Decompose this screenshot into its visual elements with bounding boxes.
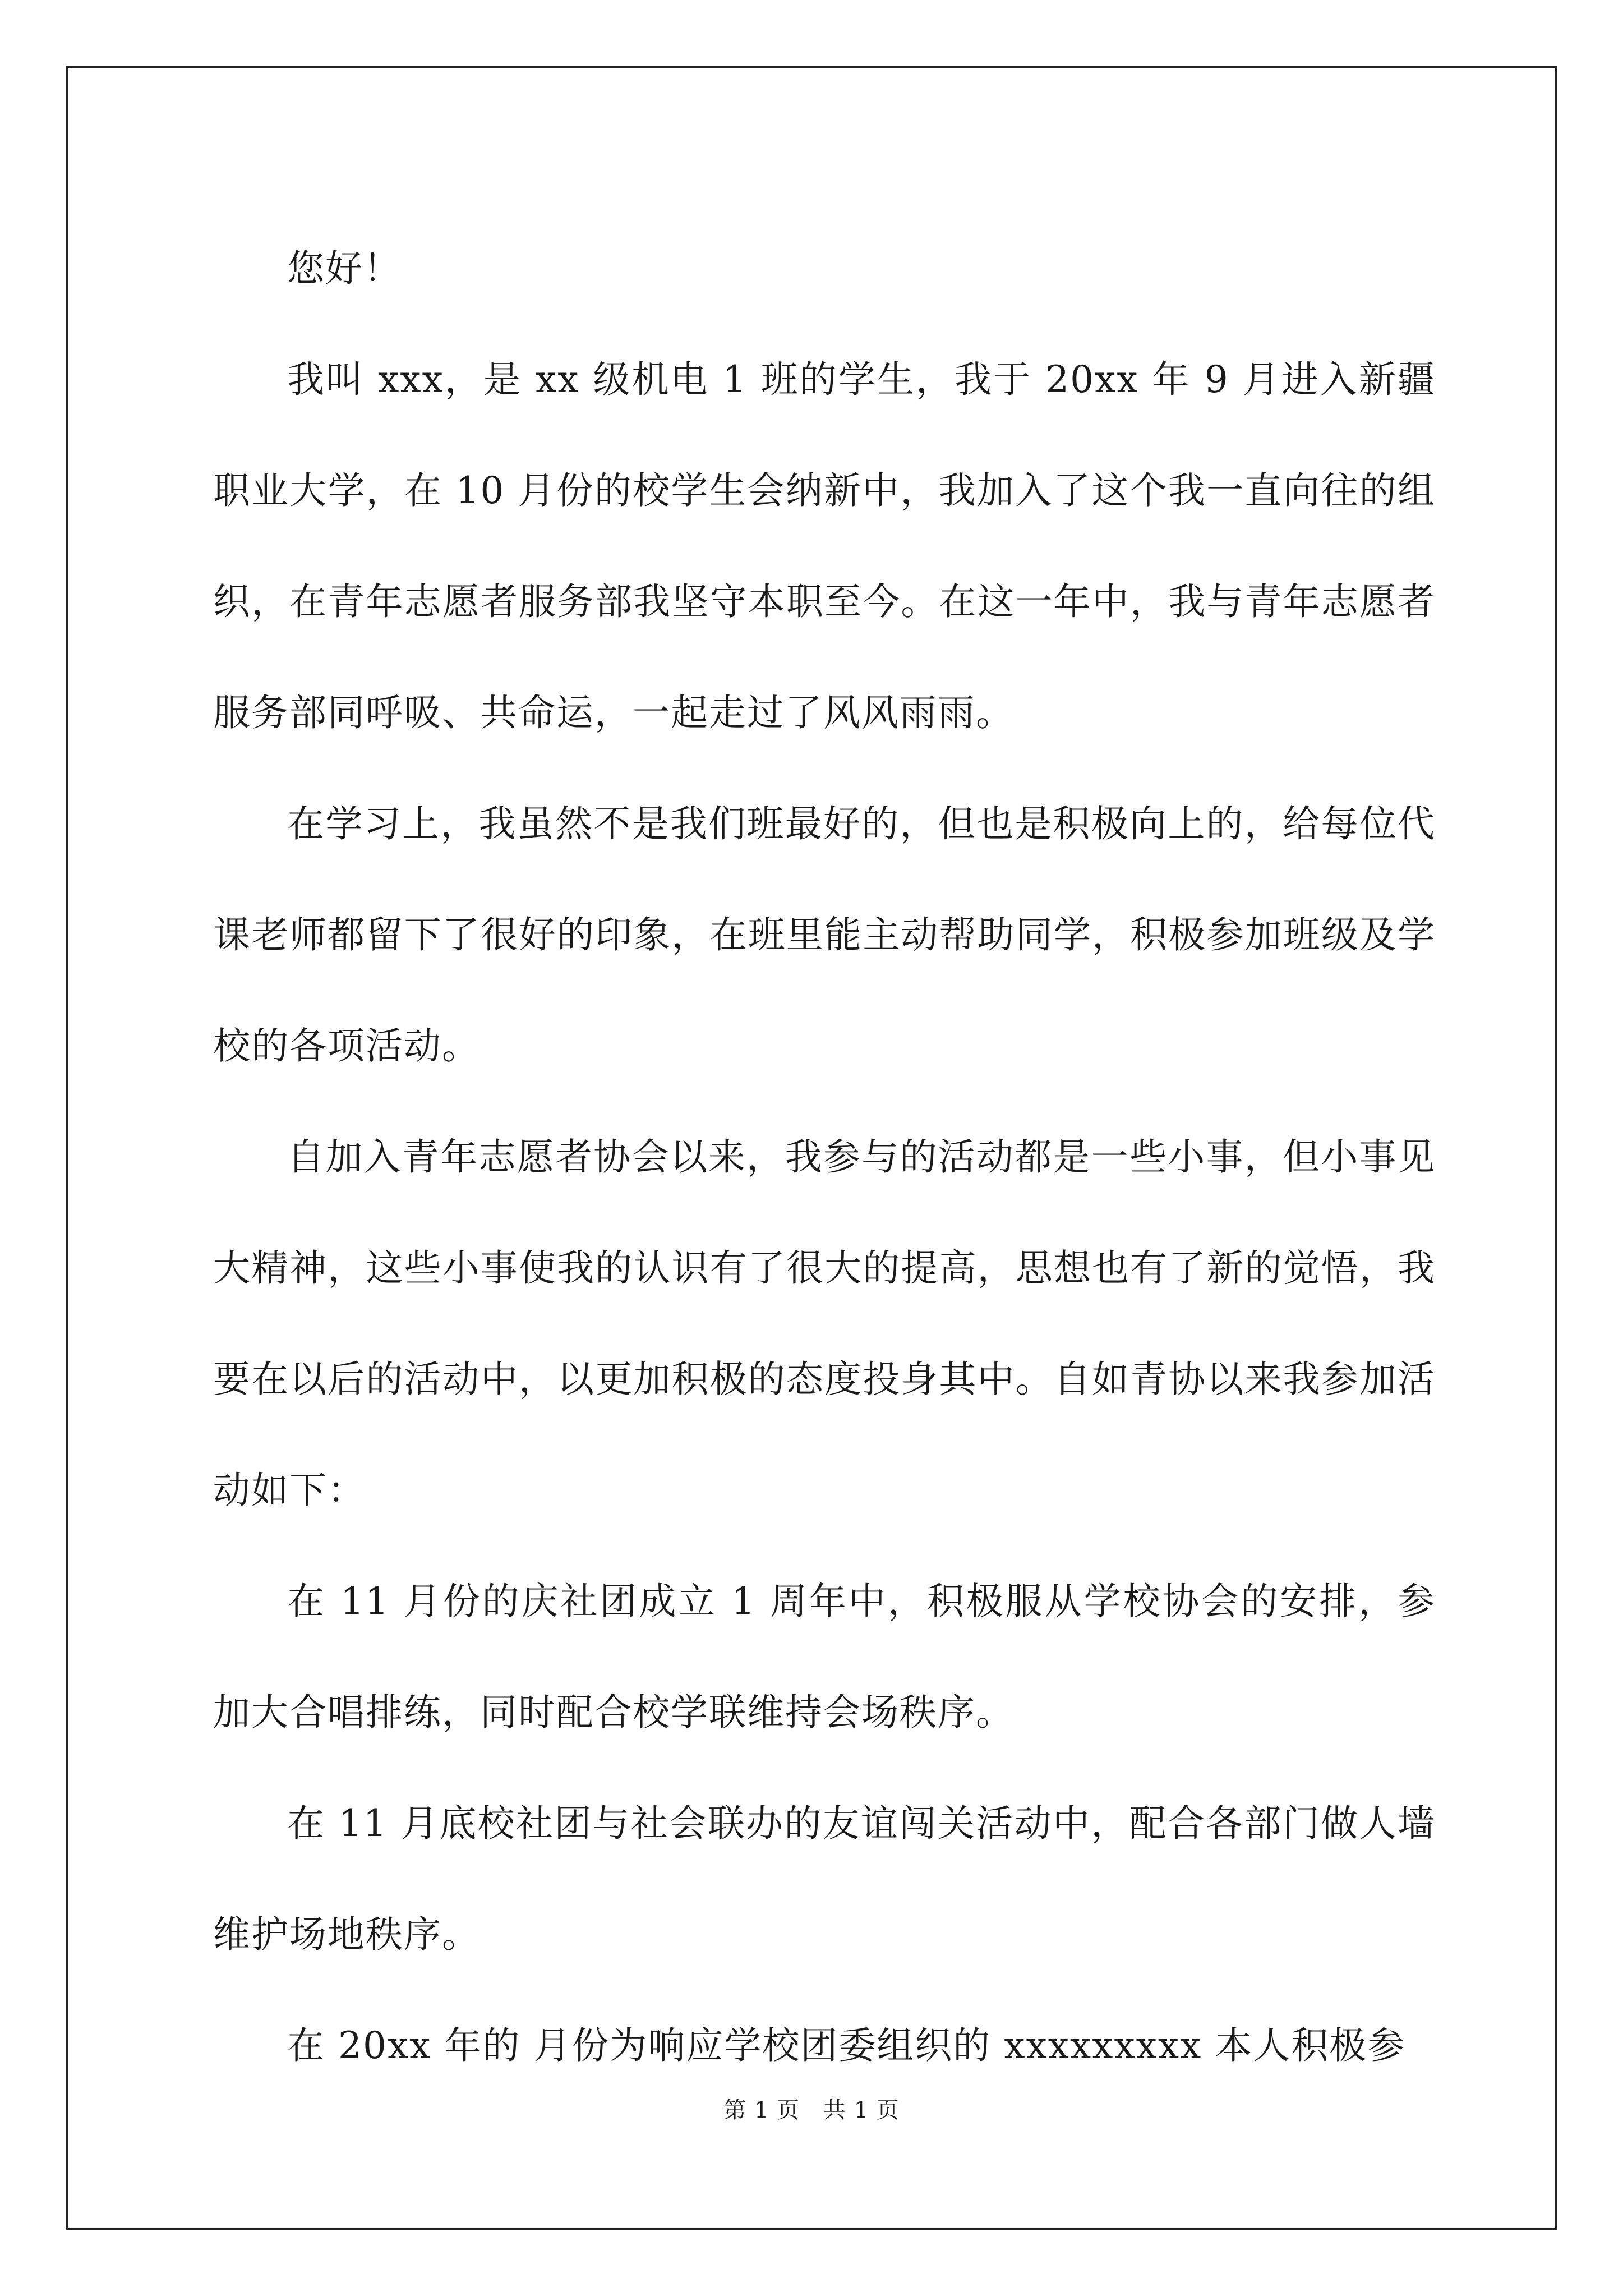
body-paragraph: 我叫 xxx，是 xx 级机电 1 班的学生，我于 20xx 年 9 月进入新疆职业大学，在 10 月份的校学生会纳新中，我加入了这个我一直向往的组织，在青年志愿者服务部我坚守本职至今。在这一年中，我与青年志愿者服务部同呼吸、共命运，一起走过了风风雨雨。	[213, 358, 1436, 734]
body-paragraph: 在 11 月底校社团与社会联办的友谊闯关活动中，配合各部门做人墙维护场地秩序。	[213, 1802, 1436, 1956]
page-footer	[0, 2092, 1623, 2124]
greeting-paragraph: 您好！	[287, 247, 402, 290]
page-total: 共 1 页	[823, 2097, 900, 2123]
body-paragraph: 在 20xx 年的 月份为响应学校团委组织的 xxxxxxxxx 本人积极参	[287, 2024, 1406, 2067]
body-paragraph: 在 11 月份的庆社团成立 1 周年中，积极服从学校协会的安排，参加大合唱排练，同时配合校学联维持会场秩序。	[213, 1580, 1436, 1734]
body-paragraph: 在学习上，我虽然不是我们班最好的，但也是积极向上的，给每位代课老师都留下了很好的印象，在班里能主动帮助同学，积极参加班级及学校的各项活动。	[213, 802, 1436, 1068]
body-paragraph: 自加入青年志愿者协会以来，我参与的活动都是一些小事，但小事见大精神，这些小事使我的认识有了很大的提高，思想也有了新的觉悟，我要在以后的活动中，以更加积极的态度投身其中。自如青协以来我参加活动如下：	[213, 1135, 1436, 1512]
page-number: 第 1 页	[723, 2097, 800, 2123]
document-body	[213, 213, 1436, 2101]
